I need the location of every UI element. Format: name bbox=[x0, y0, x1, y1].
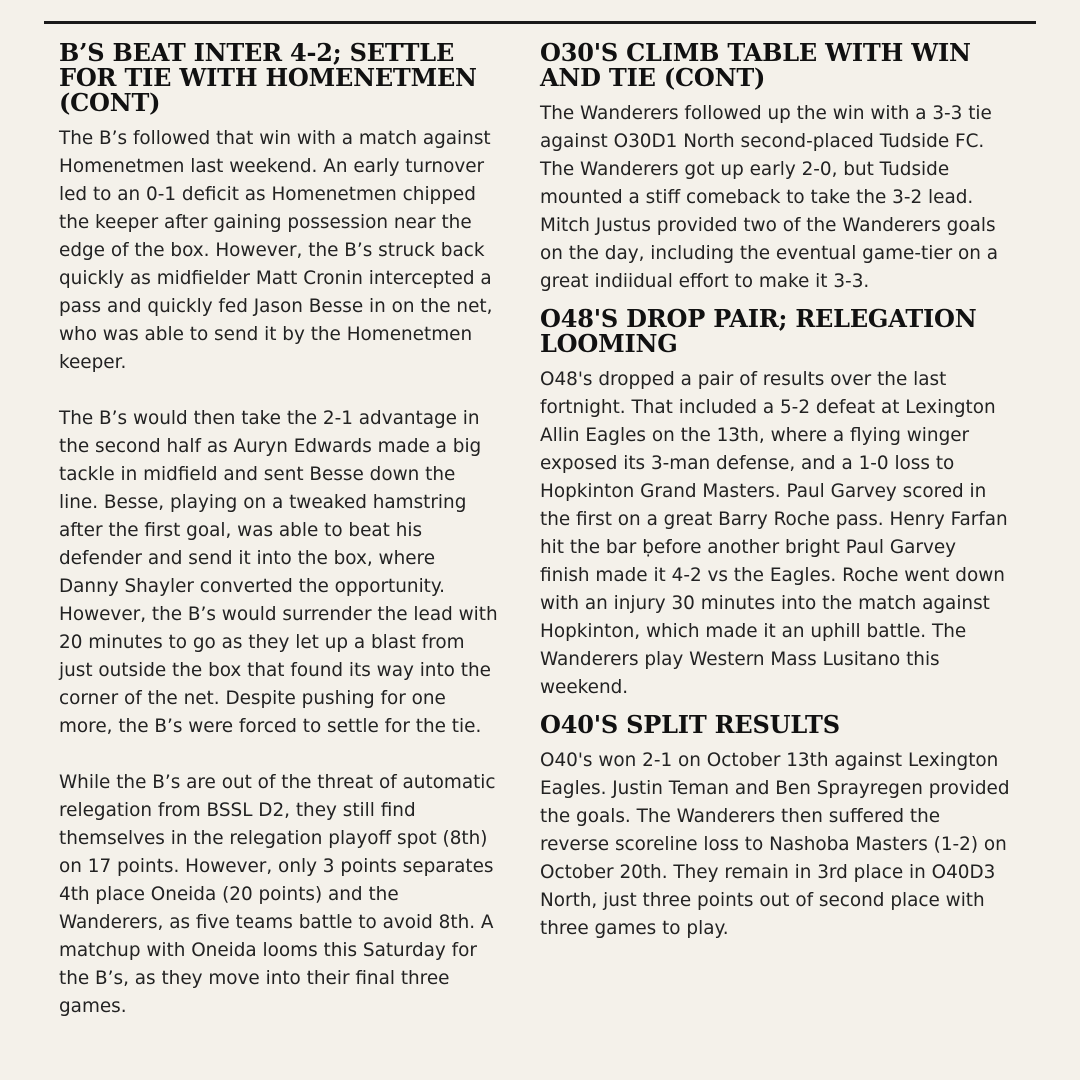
headline-o48-drop-pair: O48'S DROP PAIR; RELEGATION LOOMING bbox=[540, 304, 985, 358]
paragraph-second-half: The B’s would then take the 2-1 advantage in the second half as Auryn Edwards made a big tackle in midfield and sent Besse down the line. Besse, playing on a tweaked hamstring after the first goal, was able to beat his defender and send it into the box, where Danny Shayler converted the opportunity. However, the B’s would surrender the lead with 20 minutes to go as they let up a blast from just outside the box that found its way into the corner of the net. Despite pushing for one more, the B’s were forced to settle for the tie. bbox=[59, 408, 504, 737]
headline-o40-split-results: O40'S SPLIT RESULTS bbox=[540, 710, 840, 739]
paragraph-o48-results: O48's dropped a pair of results over the last fortnight. That included a 5-2 defeat at Lexington Allin Eagles on the 13th, where a flying winger exposed its 3-man defense, and a 1-0 loss to Hopkinton Grand Masters. Paul Garvey scored in the first on a great Barry Roche pass. Henry Farfan hit the bar ḅefore another bright Paul Garvey finish made it 4-2 vs the Eagles. Roche went down with an injury 30 minutes into the match against Hopkinton, which made it an uphill battle. The Wanderers play Western Mass Lusitano this weekend. bbox=[540, 369, 1014, 698]
top-divider bbox=[44, 21, 1036, 24]
paragraph-o40-results: O40's won 2-1 on October 13th against Lexington Eagles. Justin Teman and Ben Sprayregen provided the goals. The Wanderers then suffered the reverse scoreline loss to Nashoba Masters (1-2) on October 20th. They remain in 3rd place in O40D3 North, just three points out of second place with three games to play. bbox=[540, 750, 1016, 939]
paragraph-relegation-standing: While the B’s are out of the threat of automatic relegation from BSSL D2, they still find themselves in the relegation playoff spot (8th) on 17 points. However, only 3 points separates 4th place Oneida (20 points) and the Wanderers, as five teams battle to avoid 8th. A matchup with Oneida looms this Saturday for the B’s, as they move into their final three games. bbox=[59, 772, 502, 1017]
headline-bs-beat-inter: B’S BEAT INTER 4-2; SETTLE FOR TIE WITH HOMENETMEN (CONT) bbox=[59, 38, 494, 117]
headline-o30-climb-table: O30'S CLIMB TABLE WITH WIN AND TIE (CONT) bbox=[540, 38, 979, 92]
left-column bbox=[59, 38, 504, 1021]
right-column bbox=[540, 38, 1016, 953]
paragraph-o30-tie: The Wanderers followed up the win with a 3-3 tie against O30D1 North second-placed Tudside FC. The Wanderers got up early 2-0, but Tudside mounted a stiff comeback to take the 3-2 lead. Mitch Justus provided two of the Wanderers goals on the day, including the eventual game-tier on a great indiidual effort to make it 3-3. bbox=[540, 103, 1004, 292]
paragraph-homenetmen-match: The B’s followed that win with a match against Homenetmen last weekend. An early turnover led to an 0-1 deficit as Homenetmen chipped the keeper after gaining possession near the edge of the box. However, the B’s struck back quickly as midfielder Matt Cronin intercepted a pass and quickly fed Jason Besse in on the net, who was able to send it by the Homenetmen keeper. bbox=[59, 128, 499, 373]
